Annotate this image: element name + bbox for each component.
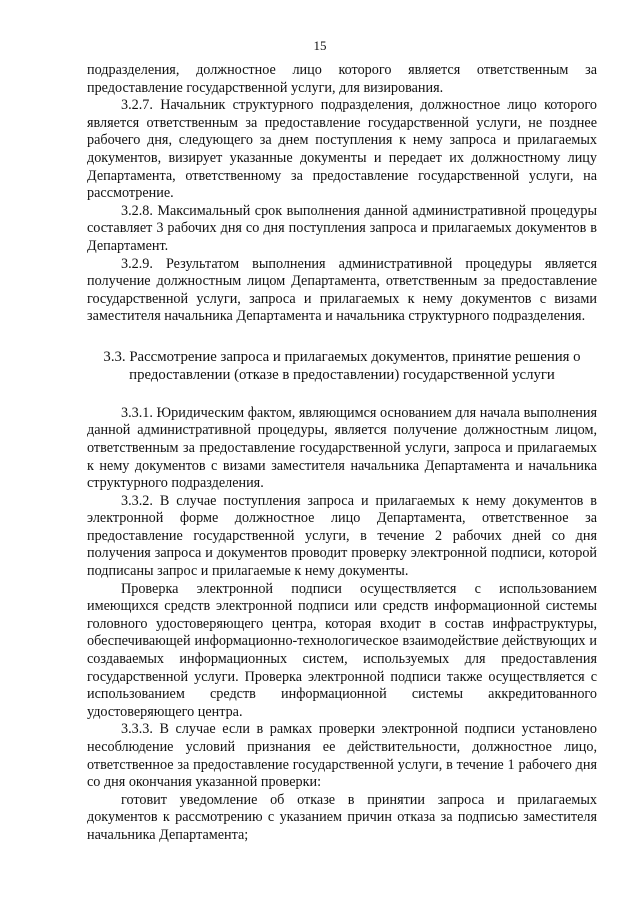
page-number: 15	[313, 38, 327, 53]
paragraph-3-3-1: 3.3.1. Юридическим фактом, являющимся основанием для начала выполнения данной административной процедуры, является получение должностным лицом, ответственным за предоставление государственной услуги, запроса и прилагаемых к нему документов с визами заместителя начальника Департамента и начальника структурного подразделения.	[87, 404, 597, 492]
paragraph-3-3-2: 3.3.2. В случае поступления запроса и прилагаемых к нему документов в электронной форме должностное лицо Департамента, ответственное за предоставление государственной услуги, в течение 2 рабочих дней со дня получения запроса и документов проводит проверку электронной подписи, которой подписаны запрос и прилагаемые к нему документы.	[87, 492, 597, 580]
paragraph-notification: готовит уведомление об отказе в принятии запроса и прилагаемых документов к рассмотрению с указанием причин отказа за подписью заместителя начальника Департамента;	[87, 791, 597, 843]
paragraph-3-2-7: 3.2.7. Начальник структурного подразделения, должностное лицо которого является ответственным за предоставление государственной услуги, не позднее рабочего дня, следующего за днем поступления к нему запроса и прилагаемых документов, визирует указанные документы и передает их должностному лицу Департамента, ответственному за предоставление государственной услуги, на рассмотрение.	[87, 97, 597, 202]
spacer	[87, 326, 597, 348]
paragraph-3-2-9: 3.2.9. Результатом выполнения административной процедуры является получение должностным лицом Департамента, ответственным за предоставление государственной услуги, запроса и прилагаемых к нему документов с визами заместителя начальника Департамента и начальника структурного подразделения.	[87, 255, 597, 325]
paragraph-signature-check: Проверка электронной подписи осуществляется с использованием имеющихся средств электронной подписи или средств информационной системы головного удостоверяющего центра, которая входит в состав инфраструктуры, обеспечивающей информационно-технологическое взаимодействие действующих и создаваемых информационных систем, используемых для предоставления государственной услуги. Проверка электронной подписи также осуществляется с использованием средств информационной системы аккредитованного удостоверяющего центра.	[87, 580, 597, 720]
paragraph-3-3-3: 3.3.3. В случае если в рамках проверки электронной подписи установлено несоблюдение условий признания ее действительности, должностное лицо, ответственное за предоставление государственной услуги, в течение 1 рабочего дня со дня окончания указанной проверки:	[87, 721, 597, 791]
section-heading-3-3: 3.3. Рассмотрение запроса и прилагаемых документов, принятие решения о предоставлении (отказе в предоставлении) государственной услуги	[103, 348, 581, 384]
spacer	[87, 385, 597, 405]
paragraph-3-2-8: 3.2.8. Максимальный срок выполнения данной административной процедуры составляет 3 рабочих дня со дня поступления запроса и прилагаемых документов в Департамент.	[87, 202, 597, 254]
document-body	[87, 62, 597, 845]
paragraph-continuation: подразделения, должностное лицо которого является ответственным за предоставление государственной услуги, для визирования.	[87, 62, 597, 96]
